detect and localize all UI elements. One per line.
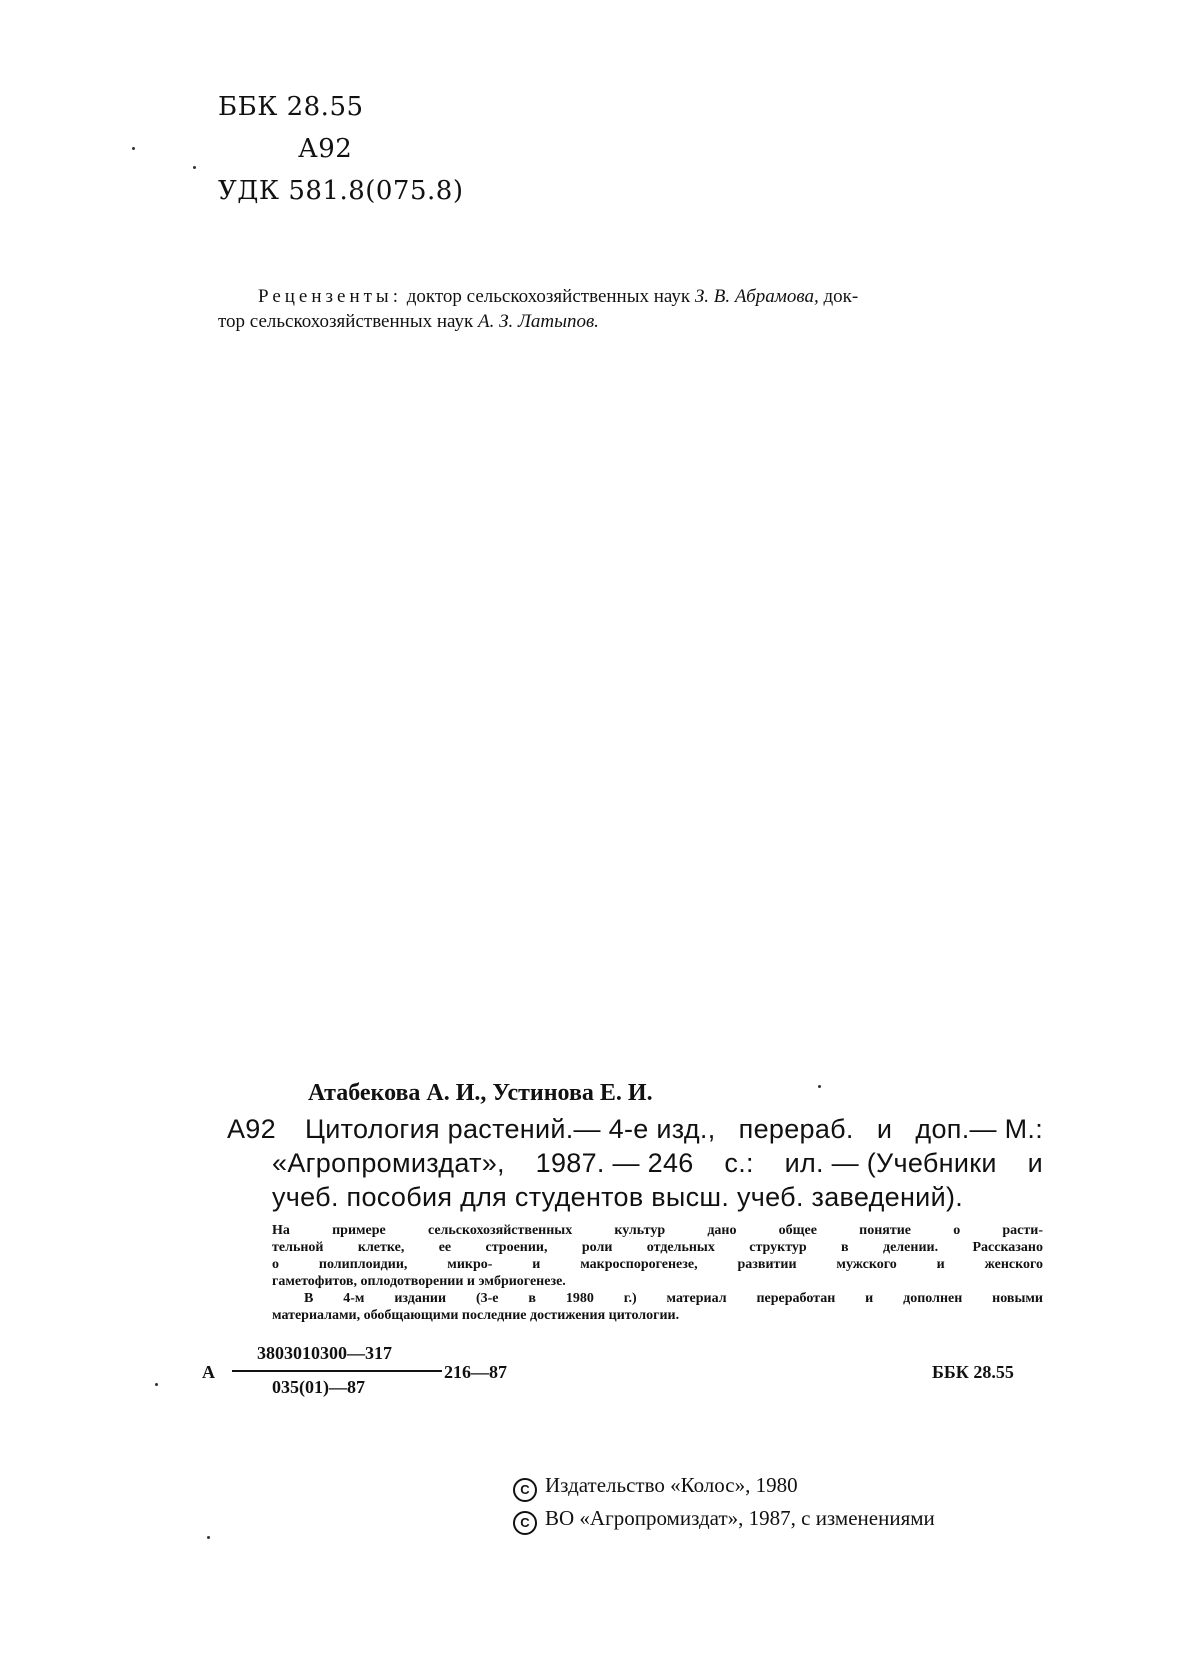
card-title-line-1 bbox=[305, 1114, 1043, 1145]
copyright-icon: C bbox=[513, 1478, 537, 1502]
fraction-line bbox=[232, 1370, 442, 1372]
reviewers-label: Рецензенты: bbox=[258, 286, 402, 307]
reviewers-line-2 bbox=[218, 309, 599, 334]
classification-prefix: А bbox=[202, 1362, 215, 1382]
card-annotation-2 bbox=[272, 1290, 1043, 1324]
card-l2-part: 1987. — 246 bbox=[535, 1148, 694, 1178]
scan-speck bbox=[155, 1383, 158, 1386]
reviewers-line-1 bbox=[258, 284, 858, 309]
udk-code: УДК 581.8(075.8) bbox=[218, 176, 464, 206]
scan-speck bbox=[132, 147, 135, 150]
reviewer-1-title: доктор сельскохозяйственных наук bbox=[406, 286, 691, 307]
card-title-line-3: учеб. пособия для студентов высш. учеб. заведений). bbox=[272, 1182, 964, 1212]
reviewer-1-name: З. В. Абрамова, bbox=[694, 286, 819, 307]
classification-numerator: 3803010300—317 bbox=[257, 1343, 392, 1363]
card-authors: Атабекова А. И., Устинова Е. И. bbox=[308, 1080, 653, 1106]
annotation-line: гаметофитов, оплодотворении и эмбриогенезе. bbox=[272, 1274, 566, 1289]
reviewer-2-title: тор сельскохозяйственных наук bbox=[218, 311, 474, 332]
copyright-icon: C bbox=[513, 1511, 537, 1535]
classification-denominator: 035(01)—87 bbox=[272, 1377, 365, 1397]
card-l2-part: с.: bbox=[724, 1148, 754, 1178]
card-l1-part: доп.— М.: bbox=[915, 1114, 1043, 1144]
card-index: А92 bbox=[227, 1114, 276, 1144]
card-l2-part: ил. — (Учебники bbox=[784, 1148, 997, 1178]
scan-speck bbox=[207, 1536, 210, 1539]
bbk-code-top: ББК 28.55 bbox=[218, 92, 364, 122]
card-l2-part: «Агропромиздат», bbox=[272, 1148, 505, 1178]
copyright-text-2: ВО «Агропромиздат», 1987, с изменениями bbox=[545, 1506, 935, 1530]
copyright-text-1: Издательство «Колос», 1980 bbox=[545, 1473, 798, 1497]
card-l1-part: Цитология растений.— 4-е изд., bbox=[305, 1114, 716, 1144]
reviewer-2-name: А. З. Латыпов. bbox=[477, 311, 599, 332]
annotation-line: материалами, обобщающими последние достижения цитологии. bbox=[272, 1308, 680, 1323]
card-annotation-1 bbox=[272, 1222, 1043, 1290]
annotation-line: На примере сельскохозяйственных культур дано общее понятие о расти- bbox=[272, 1223, 1043, 1238]
bbk-code-bottom: ББК 28.55 bbox=[932, 1362, 1014, 1382]
reviewer-line-1-tail: док- bbox=[823, 286, 859, 307]
copyright-line-2 bbox=[513, 1506, 935, 1535]
author-index-top: А92 bbox=[298, 134, 353, 164]
annotation-line: о полиплоидии, микро- и макроспорогенезе, развитии мужского и женского bbox=[272, 1257, 1043, 1272]
annotation-line: тельной клетке, ее строении, роли отдельных структур в делении. Рассказано bbox=[272, 1240, 1043, 1255]
copyright-line-1 bbox=[513, 1473, 798, 1502]
classification-suffix: 216—87 bbox=[444, 1362, 507, 1382]
card-title-line-2 bbox=[272, 1148, 1043, 1179]
annotation-line: В 4-м издании (3-е в 1980 г.) материал переработан и дополнен новыми bbox=[304, 1291, 1043, 1306]
card-l1-part: перераб. bbox=[738, 1114, 854, 1144]
scan-speck bbox=[193, 166, 196, 169]
card-l1-part: и bbox=[876, 1114, 893, 1144]
scan-speck bbox=[818, 1085, 821, 1088]
card-l2-part: и bbox=[1027, 1148, 1043, 1178]
